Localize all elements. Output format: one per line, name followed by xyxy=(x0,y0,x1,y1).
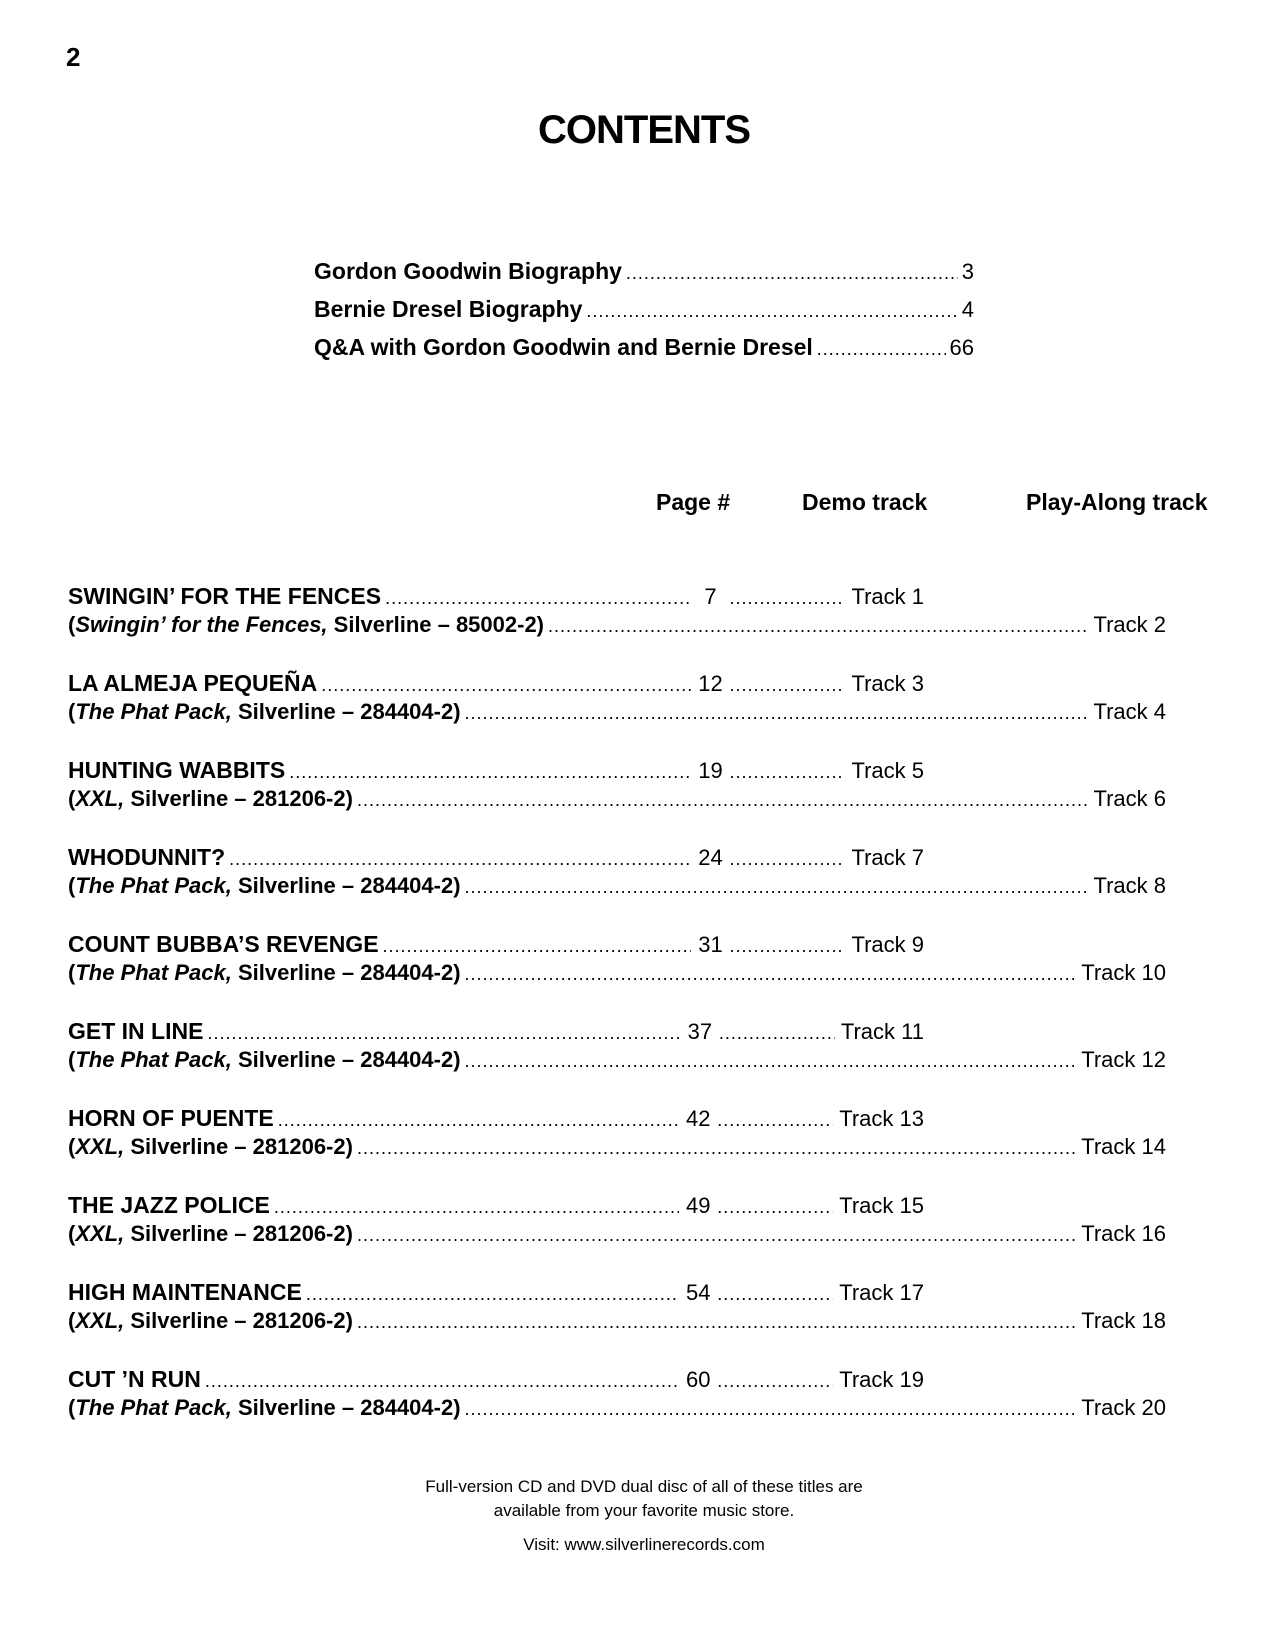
song-entry xyxy=(68,931,1168,1018)
dot-leader xyxy=(729,675,845,696)
song-entry xyxy=(68,1366,1168,1453)
song-album-row xyxy=(68,786,1166,815)
song-play-along-track: Track 16 xyxy=(1081,1221,1166,1246)
album-label: Silverline – 284404-2) xyxy=(231,960,461,985)
song-title: HUNTING WABBITS xyxy=(68,757,286,783)
song-entry xyxy=(68,1105,1168,1192)
dot-leader xyxy=(465,1399,1078,1420)
song-album xyxy=(68,1047,461,1073)
song-page: 42 xyxy=(685,1106,711,1131)
dot-leader xyxy=(586,301,957,322)
song-page: 31 xyxy=(698,932,723,957)
dot-leader xyxy=(357,1138,1077,1159)
footer-line: available from your favorite music store. xyxy=(493,1501,795,1520)
song-album xyxy=(68,1395,461,1421)
intro-item xyxy=(314,258,974,296)
song-album-row xyxy=(68,1134,1166,1163)
intro-item-label: Q&A with Gordon Goodwin and Bernie Dresel xyxy=(314,334,813,360)
song-title-row xyxy=(68,1279,924,1308)
song-album-row xyxy=(68,1221,1166,1250)
album-label: Silverline – 281206-2) xyxy=(124,1308,353,1333)
song-entry xyxy=(68,1192,1168,1279)
album-name: The Phat Pack, xyxy=(75,960,232,985)
dot-leader xyxy=(717,1371,833,1392)
dot-leader xyxy=(205,1371,679,1392)
song-album xyxy=(68,1308,353,1334)
song-play-along-track: Track 18 xyxy=(1081,1308,1166,1333)
album-open-paren: ( xyxy=(68,1134,76,1159)
song-demo-track: Track 11 xyxy=(840,1019,924,1044)
song-album xyxy=(68,699,461,725)
song-demo-track: Track 5 xyxy=(851,758,924,783)
dot-leader xyxy=(626,263,958,284)
song-album-row xyxy=(68,960,1166,989)
song-demo-track: Track 3 xyxy=(851,671,924,696)
album-open-paren: ( xyxy=(68,1395,76,1420)
song-title-row xyxy=(68,583,924,612)
song-album xyxy=(68,612,544,638)
song-title-row xyxy=(68,1192,924,1221)
song-page: 19 xyxy=(698,758,723,783)
album-name: XXL, xyxy=(75,1221,125,1246)
song-title: HORN OF PUENTE xyxy=(68,1105,274,1131)
song-title: HIGH MAINTENANCE xyxy=(68,1279,302,1305)
song-demo-track: Track 15 xyxy=(839,1193,924,1218)
page-number: 2 xyxy=(66,42,82,72)
album-open-paren: ( xyxy=(68,612,76,637)
song-album-row xyxy=(68,699,1166,728)
song-album xyxy=(68,873,461,899)
dot-leader xyxy=(289,762,691,783)
intro-item xyxy=(314,334,974,372)
album-name: The Phat Pack, xyxy=(75,1047,232,1072)
album-name: The Phat Pack, xyxy=(75,1395,232,1420)
song-page: 60 xyxy=(685,1367,711,1392)
song-entry xyxy=(68,844,1168,931)
song-page: 37 xyxy=(687,1019,713,1044)
song-play-along-track: Track 14 xyxy=(1081,1134,1166,1159)
dot-leader xyxy=(717,1110,833,1131)
dot-leader xyxy=(729,936,845,957)
album-open-paren: ( xyxy=(68,960,76,985)
column-header-page: Page # xyxy=(656,489,731,515)
song-album xyxy=(68,1134,353,1160)
song-play-along-track: Track 12 xyxy=(1081,1047,1166,1072)
dot-leader xyxy=(719,1023,835,1044)
song-demo-track: Track 9 xyxy=(851,932,924,957)
song-title: GET IN LINE xyxy=(68,1018,204,1044)
intro-item-page: 4 xyxy=(961,297,974,322)
dot-leader xyxy=(548,616,1089,637)
song-title-row xyxy=(68,757,924,786)
dot-leader xyxy=(717,1197,833,1218)
dot-leader xyxy=(729,588,845,609)
song-page: 49 xyxy=(685,1193,711,1218)
intro-item-page: 66 xyxy=(949,335,974,360)
dot-leader xyxy=(729,762,845,783)
song-album xyxy=(68,960,461,986)
album-name: The Phat Pack, xyxy=(75,873,232,898)
album-label: Silverline – 281206-2) xyxy=(124,1134,353,1159)
album-label: Silverline – 284404-2) xyxy=(231,1047,461,1072)
intro-item-label: Bernie Dresel Biography xyxy=(314,296,583,322)
song-play-along-track: Track 10 xyxy=(1081,960,1166,985)
dot-leader xyxy=(385,588,691,609)
column-header-play-along: Play-Along track xyxy=(1026,489,1208,515)
album-label: Silverline – 85002-2) xyxy=(327,612,545,637)
song-title: COUNT BUBBA’S REVENGE xyxy=(68,931,379,957)
song-entry xyxy=(68,670,1168,757)
album-name: XXL, xyxy=(75,1308,125,1333)
column-header-demo: Demo track xyxy=(802,489,928,515)
dot-leader xyxy=(274,1197,679,1218)
dot-leader xyxy=(383,936,692,957)
dot-leader xyxy=(229,849,691,870)
footer-line: Full-version CD and DVD dual disc of all of these titles are xyxy=(425,1477,863,1496)
dot-leader xyxy=(357,1312,1077,1333)
dot-leader xyxy=(306,1284,679,1305)
intro-item-page: 3 xyxy=(961,259,974,284)
song-title-row xyxy=(68,1105,924,1134)
dot-leader xyxy=(729,849,845,870)
song-list xyxy=(68,583,1168,1453)
footer-visit: Visit: www.silverlinerecords.com xyxy=(523,1535,765,1554)
dot-leader xyxy=(465,1051,1078,1072)
song-album xyxy=(68,786,353,812)
intro-item-label: Gordon Goodwin Biography xyxy=(314,258,622,284)
song-title: CUT ’N RUN xyxy=(68,1366,201,1392)
song-page: 24 xyxy=(698,845,723,870)
song-album-row xyxy=(68,1395,1166,1424)
song-play-along-track: Track 8 xyxy=(1093,873,1166,898)
intro-item xyxy=(314,296,974,334)
song-entry xyxy=(68,583,1168,670)
song-title-row xyxy=(68,1366,924,1395)
page-title: CONTENTS xyxy=(538,108,750,152)
dot-leader xyxy=(207,1023,680,1044)
song-play-along-track: Track 2 xyxy=(1093,612,1166,637)
intro-list xyxy=(314,258,974,372)
dot-leader xyxy=(465,703,1090,724)
song-title-row xyxy=(68,844,924,873)
dot-leader xyxy=(717,1284,833,1305)
dot-leader xyxy=(465,964,1078,985)
album-name: XXL, xyxy=(75,1134,125,1159)
album-open-paren: ( xyxy=(68,786,76,811)
song-album-row xyxy=(68,1308,1166,1337)
dot-leader xyxy=(278,1110,679,1131)
song-title-row xyxy=(68,931,924,960)
song-demo-track: Track 19 xyxy=(839,1367,924,1392)
song-page: 54 xyxy=(685,1280,711,1305)
song-demo-track: Track 7 xyxy=(851,845,924,870)
dot-leader xyxy=(357,790,1090,811)
song-album-row xyxy=(68,873,1166,902)
song-title: LA ALMEJA PEQUEÑA xyxy=(68,670,318,696)
album-label: Silverline – 281206-2) xyxy=(124,1221,353,1246)
dot-leader xyxy=(465,877,1090,898)
album-label: Silverline – 284404-2) xyxy=(231,1395,461,1420)
album-label: Silverline – 284404-2) xyxy=(231,873,461,898)
album-label: Silverline – 281206-2) xyxy=(124,786,353,811)
dot-leader xyxy=(817,339,946,360)
song-page: 12 xyxy=(698,671,723,696)
song-play-along-track: Track 20 xyxy=(1081,1395,1166,1420)
song-demo-track: Track 1 xyxy=(851,584,924,609)
song-title: THE JAZZ POLICE xyxy=(68,1192,270,1218)
album-name: XXL, xyxy=(75,786,125,811)
song-title: SWINGIN’ FOR THE FENCES xyxy=(68,583,382,609)
album-label: Silverline – 284404-2) xyxy=(231,699,461,724)
album-name: The Phat Pack, xyxy=(75,699,232,724)
song-play-along-track: Track 6 xyxy=(1093,786,1166,811)
album-open-paren: ( xyxy=(68,1308,76,1333)
song-demo-track: Track 13 xyxy=(839,1106,924,1131)
album-open-paren: ( xyxy=(68,1047,76,1072)
song-play-along-track: Track 4 xyxy=(1093,699,1166,724)
song-demo-track: Track 17 xyxy=(839,1280,924,1305)
footer xyxy=(0,1475,1288,1557)
song-album xyxy=(68,1221,353,1247)
album-name: Swingin’ for the Fences, xyxy=(75,612,328,637)
song-entry xyxy=(68,1018,1168,1105)
song-title: WHODUNNIT? xyxy=(68,844,226,870)
song-title-row xyxy=(68,670,924,699)
song-page: 7 xyxy=(704,584,717,609)
song-album-row xyxy=(68,612,1166,641)
album-open-paren: ( xyxy=(68,699,76,724)
album-open-paren: ( xyxy=(68,1221,76,1246)
album-open-paren: ( xyxy=(68,873,76,898)
dot-leader xyxy=(357,1225,1077,1246)
song-entry xyxy=(68,1279,1168,1366)
dot-leader xyxy=(321,675,691,696)
song-title-row xyxy=(68,1018,924,1047)
song-album-row xyxy=(68,1047,1166,1076)
song-entry xyxy=(68,757,1168,844)
